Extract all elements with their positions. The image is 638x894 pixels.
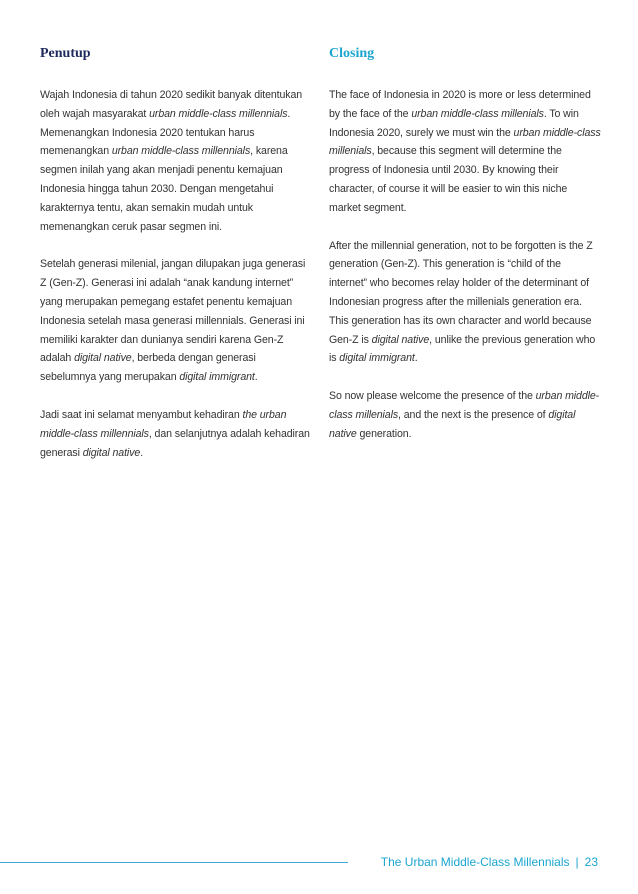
footer-rule	[0, 862, 348, 863]
emphasized-term: digital native	[371, 333, 430, 346]
emphasized-term: urban middle-class millenials	[411, 107, 544, 120]
paragraph: The face of Indonesia in 2020 is more or less determined by the face of the urban middle-class millenials. To win Indonesia 2020, surely we must win the urban middle-class millenials, because this segment will determine the progress of Indonesia until 2030. By knowing their character, of course it will be easier to win this niche market segment.	[329, 89, 601, 214]
emphasized-term: urban middle-class millennials	[111, 145, 251, 158]
paragraph: So now please welcome the presence of the urban middle-class millenials, and the next is the presence of digital native generation.	[329, 390, 600, 440]
emphasized-term: urban middle-class millennials	[149, 107, 288, 120]
footer-title: The Urban Middle-Class Millennials	[380, 855, 570, 869]
emphasized-term: urban middle-class millenials	[329, 126, 601, 158]
emphasized-term: urban middle-class millenials	[329, 390, 600, 421]
emphasized-term: digital immigrant	[339, 352, 415, 365]
paragraph: After the millennial generation, not to be forgotten is the Z generation (Gen-Z). This generation is “child of the internet” who becomes relay holder of the determinant of Indonesian progress after the millenials generation era. This generation has its own character and world because Gen-Z is digital native, unlike the previous generation who is digital immigrant.	[329, 239, 596, 365]
emphasized-term: the urban middle-class millennials	[40, 408, 287, 440]
right-column	[329, 44, 601, 463]
section-heading-english: Closing	[329, 46, 375, 61]
emphasized-term: digital native	[329, 408, 576, 440]
emphasized-term: digital immigrant	[179, 371, 255, 384]
emphasized-term: digital native	[74, 352, 132, 365]
page-footer	[381, 854, 598, 870]
emphasized-term: digital native	[82, 446, 141, 459]
page-number: 23	[584, 855, 598, 869]
section-heading-indonesian: Penutup	[40, 46, 91, 61]
footer-separator: |	[575, 855, 579, 869]
paragraph: Setelah generasi milenial, jangan dilupakan juga generasi Z (Gen-Z). Generasi ini adalah “anak kandung internet” yang merupakan pemegang estafet penentu kemajuan Indonesia setelah masa generasi millennials. Generasi ini memiliki karakter dan dunianya sendiri karena Gen-Z adalah digital native, berbeda dengan generasi sebelumnya yang merupakan digital immigrant.	[40, 258, 306, 384]
paragraph: Wajah Indonesia di tahun 2020 sedikit banyak ditentukan oleh wajah masyarakat urban middle-class millennials. Memenangkan Indonesia 2020 tentukan harus memenangkan urban middle-class millennials, karena segmen inilah yang akan menjadi penentu kemajuan Indonesia hingga tahun 2030. Dengan mengetahui karakternya tentu, akan semakin mudah untuk memenangkan ceruk pasar segmen ini.	[40, 89, 303, 233]
left-column	[40, 44, 312, 481]
paragraph: Jadi saat ini selamat menyambut kehadiran the urban middle-class millennials, dan selanjutnya adalah kehadiran generasi digital native.	[40, 408, 310, 459]
